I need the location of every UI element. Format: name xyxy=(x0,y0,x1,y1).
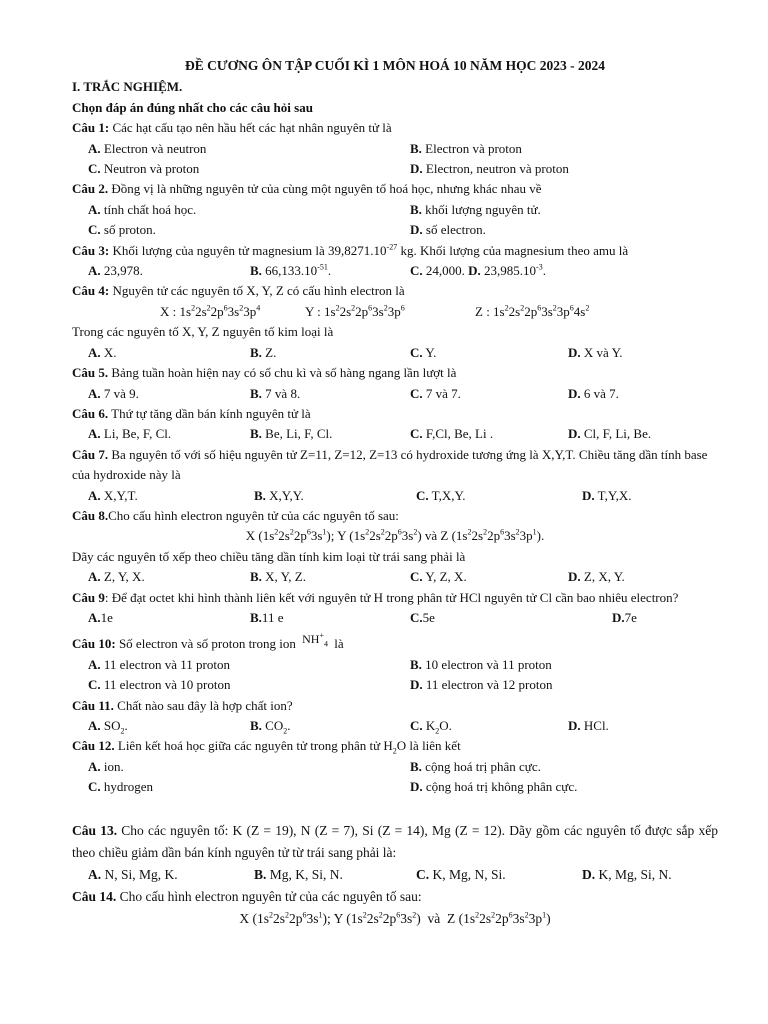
question-12: Câu 12. Liên kết hoá học giữa các nguyên tử trong phân tử $H_2O$ là liên kết xyxy=(72,738,461,756)
option-d[interactable]: D. số electron. xyxy=(410,222,486,238)
option-a[interactable]: A. 23,978. xyxy=(88,263,143,279)
question-8-stem: Dãy các nguyên tố xếp theo chiều tăng dần tính kim loại từ trái sang phải là xyxy=(72,548,466,564)
question-2: Câu 2. Đồng vị là những nguyên tử của cùng một nguyên tố hoá học, nhưng khác nhau về xyxy=(72,181,542,197)
question-11: Câu 11. Chất nào sau đây là hợp chất ion? xyxy=(72,697,293,713)
option-b[interactable]: B. X, Y, Z. xyxy=(250,569,306,585)
question-6: Câu 6. Thứ tự tăng dần bán kính nguyên tử là xyxy=(72,405,311,421)
option-d[interactable]: D. T,Y,X. xyxy=(582,487,632,503)
spacer xyxy=(72,798,718,820)
option-a[interactable]: A. Li, Be, F, Cl. xyxy=(88,426,172,442)
question-10-options-row-1 xyxy=(72,655,718,675)
option-b[interactable]: B. Z. xyxy=(250,344,277,360)
config-y: Y : $1s^22s^22p^63s^23p^6$ xyxy=(305,303,405,319)
question-6-options xyxy=(72,424,718,444)
option-a[interactable]: A. tính chất hoá học. xyxy=(88,201,197,217)
question-4-stem: Trong các nguyên tố X, Y, Z nguyên tố kim loại là xyxy=(72,324,334,340)
option-c[interactable]: C. Y. xyxy=(410,344,437,360)
config-x: X : $1s^22s^22p^63s^23p^4$ xyxy=(160,303,261,319)
option-c[interactable]: C. Neutron và proton xyxy=(88,161,200,177)
question-1-options-row-2 xyxy=(72,159,718,179)
question-8-configurations: X $(1s^22s^22p^63s^1)$; Y $(1s^22s^22p^63s^2)$ và Z $(1s^22s^22p^63s^23p^1)$. xyxy=(245,528,545,544)
question-13: Câu 13. Cho các nguyên tố: K (Z = 19), N (Z = 7), Si (Z = 14), Mg (Z = 12). Dãy gồm các nguyên tố được sắp xếp theo chiều giảm dần bán kính nguyên tử từ trái sang phải là: xyxy=(72,822,718,860)
option-a[interactable]: A. ion. xyxy=(88,758,124,774)
option-c[interactable]: C. K, Mg, N, Si. xyxy=(416,866,506,882)
question-14-configurations: X $(1s^22s^22p^63s^1)$; Y $(1s^22s^22p^63s^2)$ và Z $(1s^22s^22p^63s^23p^1)$ xyxy=(239,910,551,926)
option-b[interactable]: B.11 e xyxy=(250,609,284,625)
question-12-options-row-2 xyxy=(72,777,718,797)
document-page xyxy=(72,56,718,930)
config-z: Z : $1s^22s^22p^63s^23p^64s^2$ xyxy=(475,303,590,319)
option-a[interactable]: A.1e xyxy=(88,609,113,625)
question-2-options-row-1 xyxy=(72,200,718,220)
option-d[interactable]: D. Cl, F, Li, Be. xyxy=(568,426,652,442)
option-b[interactable]: B. $CO_2$. xyxy=(250,718,291,736)
option-c[interactable]: C. số proton. xyxy=(88,222,156,238)
option-a[interactable]: A. Z, Y, X. xyxy=(88,569,145,585)
option-d[interactable]: D. 11 electron và 12 proton xyxy=(410,677,553,693)
question-12-options-row-1 xyxy=(72,757,718,777)
option-d[interactable]: D. Electron, neutron và proton xyxy=(410,161,569,177)
option-c[interactable]: C. Y, Z, X. xyxy=(410,569,467,585)
question-8: Câu 8.Cho cấu hình electron nguyên tử của các nguyên tố sau: xyxy=(72,507,399,523)
option-d[interactable]: D. cộng hoá trị không phân cực. xyxy=(410,779,578,795)
option-d[interactable]: D. HCl. xyxy=(568,718,609,733)
option-c[interactable]: C.5e xyxy=(410,609,435,625)
option-a[interactable]: A. N, Si, Mg, K. xyxy=(88,866,178,882)
question-11-options xyxy=(72,716,718,736)
question-4-options xyxy=(72,343,718,363)
option-b[interactable]: B. X,Y,Y. xyxy=(254,487,304,503)
question-7-options xyxy=(72,486,718,506)
option-d[interactable]: D. 6 và 7. xyxy=(568,385,619,401)
option-a[interactable]: A. 7 và 9. xyxy=(88,385,139,401)
question-3-options xyxy=(72,261,718,281)
option-b[interactable]: B. 10 electron và 11 proton xyxy=(410,656,552,672)
question-9: Câu 9: Để đạt octet khi hình thành liên kết với nguyên tử H trong phân tử HCl nguyên tử Cl cần bao nhiêu electron? xyxy=(72,589,679,605)
option-c[interactable]: C. hydrogen xyxy=(88,779,153,795)
option-a[interactable]: A. 11 electron và 11 proton xyxy=(88,656,230,672)
option-c-d[interactable]: C. 24,000. D. $23,985.10^{-3}$. xyxy=(410,262,546,279)
option-b[interactable]: B. Electron và proton xyxy=(410,140,522,156)
document-title: ĐỀ CƯƠNG ÔN TẬP CUỐI KÌ 1 MÔN HOÁ 10 NĂM HỌC 2023 - 2024 xyxy=(185,58,605,73)
option-a[interactable]: A. X. xyxy=(88,344,117,360)
option-c[interactable]: C. 7 và 7. xyxy=(410,385,461,401)
option-b[interactable]: B. $66,133.10^{-51}$. xyxy=(250,262,332,279)
ammonium-ion: $NH^+_4$ xyxy=(302,631,328,649)
question-2-options-row-2 xyxy=(72,220,718,240)
option-d[interactable]: D. Z, X, Y. xyxy=(568,569,625,585)
instruction: Chọn đáp án đúng nhất cho các câu hỏi sau xyxy=(72,99,313,115)
option-d[interactable]: D. K, Mg, Si, N. xyxy=(582,866,672,882)
question-10-options-row-2 xyxy=(72,675,718,695)
option-a[interactable]: A. Electron và neutron xyxy=(88,140,207,156)
question-14: Câu 14. Cho cấu hình electron nguyên tử của các nguyên tố sau: xyxy=(72,888,422,904)
option-c[interactable]: C. $K_2O$. xyxy=(410,718,452,736)
question-10: Câu 10: Số electron và số proton trong ion $NH^+_4$ là xyxy=(72,631,344,652)
option-b[interactable]: B. Be, Li, F, Cl. xyxy=(250,426,333,442)
question-8-options xyxy=(72,567,718,587)
option-c[interactable]: C. 11 electron và 10 proton xyxy=(88,677,231,693)
option-b[interactable]: B. khối lượng nguyên tử. xyxy=(410,201,541,217)
question-9-options xyxy=(72,608,718,628)
option-a[interactable]: A. X,Y,T. xyxy=(88,487,138,503)
question-4-configurations xyxy=(72,302,718,322)
question-5-options xyxy=(72,384,718,404)
option-b[interactable]: B. 7 và 8. xyxy=(250,385,301,401)
question-1: Câu 1: Các hạt cấu tạo nên hầu hết các hạt nhân nguyên tử là xyxy=(72,120,392,136)
option-c[interactable]: C. T,X,Y. xyxy=(416,487,466,503)
question-13-options xyxy=(72,864,718,886)
option-c[interactable]: C. F,Cl, Be, Li . xyxy=(410,426,494,442)
option-a[interactable]: A. $SO_2$. xyxy=(88,718,128,736)
question-3: Câu 3: Khối lượng của nguyên tử magnesium là $39,8271.10^{-27}$ kg. Khối lượng của magnesium theo amu là xyxy=(72,242,629,258)
option-d[interactable]: D.7e xyxy=(612,609,637,625)
option-d[interactable]: D. X và Y. xyxy=(568,344,623,360)
option-b[interactable]: B. Mg, K, Si, N. xyxy=(254,866,343,882)
question-1-options-row-1 xyxy=(72,139,718,159)
question-5: Câu 5. Bảng tuần hoàn hiện nay có số chu kì và số hàng ngang lần lượt là xyxy=(72,365,457,381)
question-4: Câu 4: Nguyên tử các nguyên tố X, Y, Z có cấu hình electron là xyxy=(72,283,405,299)
section-heading: I. TRẮC NGHIỆM. xyxy=(72,79,183,95)
option-b[interactable]: B. cộng hoá trị phân cực. xyxy=(410,758,541,774)
question-7: Câu 7. Ba nguyên tố với số hiệu nguyên tử Z=11, Z=12, Z=13 có hydroxide tương ứng là X,Y,T. Chiều tăng dần tính base của hydroxide này là xyxy=(72,446,708,483)
